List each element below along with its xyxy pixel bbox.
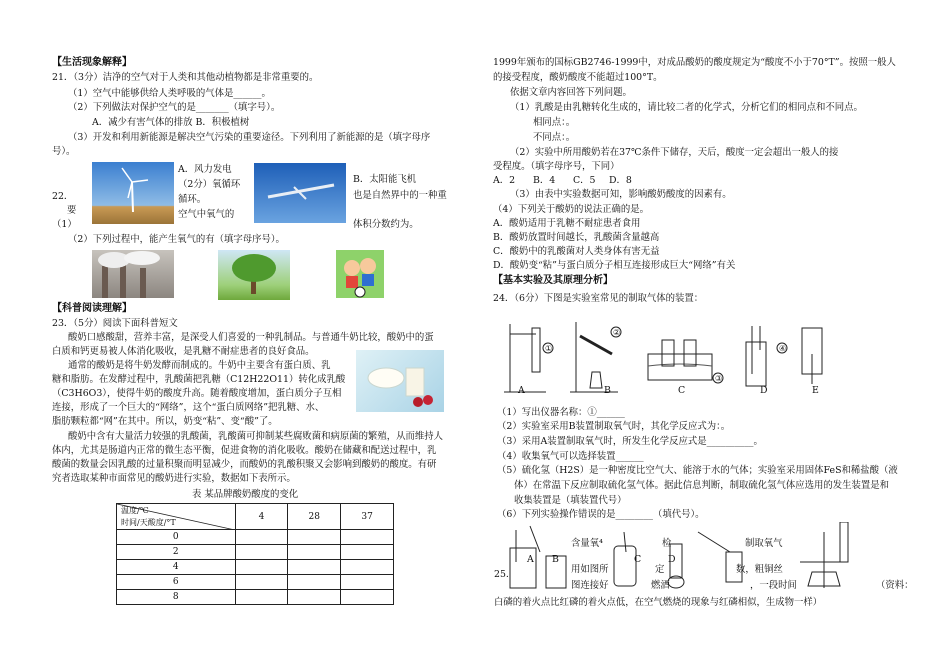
q23-sub2-optD: D．8 xyxy=(609,175,632,186)
q22-number: 22． xyxy=(52,191,74,202)
table-cell xyxy=(288,575,341,590)
q23-para1-line2: 白质和钙更易被人体消化吸收，是乳糖不耐症患者的良好食品。 xyxy=(52,346,315,357)
q24-sub3: （3）采用A装置制取氧气时，所发生化学反应式是__________。 xyxy=(497,436,763,447)
q25-fragment-oxygen: 含量氧⁴ xyxy=(571,538,603,549)
q22-optA-line1: A．风力发电 xyxy=(178,164,232,175)
q23-sub3: （3）由表中实验数据可知，影响酸奶酸度的因素有。 xyxy=(510,189,732,200)
q24-sub5-line3: 收集装置是（填装置代号） xyxy=(514,495,627,506)
q23-para3-line1: 酸奶中含有大量活力较强的乳酸菌，乳酸菌可抑制某些腐败菌和病原菌的繁殖，从而维持人 xyxy=(68,431,444,442)
q22-optB-line2: 也是自然界中的一种重 xyxy=(353,190,447,201)
q23-sub1-same: 相同点：。 xyxy=(533,117,576,128)
q23-sub2-optC: C．5 xyxy=(573,175,596,186)
q24-sub6: （6）下列实验操作错误的是________（填代号）。 xyxy=(497,509,705,520)
q23-stem: 23．（5分）阅读下面科普短文 xyxy=(52,318,178,329)
table-header-temp: 37 xyxy=(341,504,394,530)
q22-optA-line3: 循环。 xyxy=(178,194,207,205)
acidity-table xyxy=(116,503,394,605)
table-corner-bottom: 时间/天酸度/°T xyxy=(121,518,176,527)
q23-sub2-line1: （2）实验中所用酸奶若在37℃条件下储存，天后，酸度一定会超出一般人的接 xyxy=(510,147,839,158)
q23-para2-line2: 糖和脂肪。在发酵过程中，乳酸菌把乳糖（C12H22O11）转化成乳酸 xyxy=(52,374,346,385)
table-corner-top: 温度/℃ xyxy=(121,506,149,515)
table-cell xyxy=(288,560,341,575)
table-row-day: 4 xyxy=(117,560,236,575)
q23-sub2-optB: B．4 xyxy=(533,175,556,186)
table-cell xyxy=(288,530,341,545)
table-cell xyxy=(235,545,288,560)
tree-image xyxy=(218,250,290,300)
intro-line2: 的接受程度，酸奶酸度不能超过100°T。 xyxy=(493,72,663,83)
q21-part3: （3）开发和利用新能源是解决空气污染的重要途径。下列利用了新能源的是（填字母序 xyxy=(68,132,431,143)
table-row-day: 0 xyxy=(117,530,236,545)
apparatus-label-B: B xyxy=(604,385,611,396)
table-cell xyxy=(341,530,394,545)
q21-part3-cont: 号）。 xyxy=(52,146,76,157)
table-cell xyxy=(341,590,394,605)
q22-yao: 要 xyxy=(67,205,77,216)
q23-sub2-optA: A．2 xyxy=(493,175,516,186)
table-cell xyxy=(235,590,288,605)
q23-para2-line1: 通常的酸奶是将牛奶发酵而制成的。牛奶中主要含有蛋白质、乳 xyxy=(68,360,331,371)
apparatus-label-C: C xyxy=(678,385,686,396)
q23-sub1-diff: 不同点：。 xyxy=(533,132,576,143)
q24-sub5-line2: 体）在常温下反应制取硫化氢气体。据此信息判断，制取硫化氢气体应选用的发生装置是和 xyxy=(514,480,890,491)
q23-para3-line4: 究者选取某种市面常见的酸奶进行实验，数据如下表所示。 xyxy=(52,473,296,484)
q22-optA-line2: （2分）氧循环 xyxy=(178,179,241,190)
q23-sub4-optD: D．酸奶变“粘”与蛋白质分子相互连接形成巨大“网络”有关 xyxy=(493,260,736,271)
table-cell xyxy=(235,560,288,575)
section-title-life: 【生活现象解释】 xyxy=(52,57,132,68)
apparatus-mark-4: ④ xyxy=(779,344,787,353)
section-title-experiment: 【基本实验及其原理分析】 xyxy=(493,275,613,286)
q23-sub2-line2: 受程度。（填字母序号，下同） xyxy=(493,161,620,172)
table-cell xyxy=(288,545,341,560)
q24-sub1: （1）写出仪器名称：①______ xyxy=(497,407,625,418)
q22-optA-line4: 空气中氧气的 xyxy=(178,209,235,220)
table-row-day: 8 xyxy=(117,590,236,605)
q21-part2: （2）下列做法对保护空气的是_______（填字号）。 xyxy=(68,102,281,113)
wind-turbine-image xyxy=(92,162,174,224)
q23-sub1: （1）乳酸是由乳糖转化生成的，请比较二者的化学式，分析它们的相同点和不同点。 xyxy=(510,102,863,113)
q23-sub4: （4）下列关于酸奶的说法正确的是。 xyxy=(493,204,649,215)
q25-fragment-make-oxygen: 制取氧气 xyxy=(745,538,783,549)
q25-number: 25. xyxy=(494,569,509,580)
q21-stem: 21．（3分）洁净的空气对于人类和其他动植物都是非常重要的。 xyxy=(52,72,319,83)
q25-label-A: A xyxy=(527,554,534,565)
operation-diagram xyxy=(494,522,874,592)
q24-sub4: （4）收集氧气可以选择装置______ xyxy=(497,451,644,462)
q24-sub2: （2）实验室采用B装置制取氧气时，其化学反应式为：。 xyxy=(497,421,731,432)
apparatus-mark-3: ③ xyxy=(715,374,723,383)
apparatus-label-E: E xyxy=(812,385,819,396)
intro-line3: 依据文章内容回答下列问题。 xyxy=(510,87,632,98)
apparatus-mark-2: ② xyxy=(613,328,621,337)
q25-fragment-time: ，一段时间 xyxy=(750,580,797,591)
q22-part2: （2）下列过程中，能产生氧气的有（填字母序号）。 xyxy=(68,234,285,245)
q23-para3-line2: 体内，尤其是肠道内正常的微生态平衡，促进食物的消化吸收。酸奶在储藏和配送过程中，乳 xyxy=(52,445,437,456)
table-cell xyxy=(341,575,394,590)
q22-optB-line1: B．太阳能飞机 xyxy=(353,174,417,185)
apparatus-diagram xyxy=(496,314,856,400)
q23-sub4-optC: C．酸奶中的乳酸菌对人类身体有害无益 xyxy=(493,246,660,257)
q23-sub4-optB: B．酸奶放置时间越长，乳酸菌含量越高 xyxy=(493,232,660,243)
table-row-day: 2 xyxy=(117,545,236,560)
q24-sub5-line1: （5）硫化氢（H2S）是一种密度比空气大、能溶于水的气体；实验室采用固体FeS和稀盐酸（液 xyxy=(497,465,898,476)
q23-sub4-optA: A．酸奶适用于乳糖不耐症患者食用 xyxy=(493,218,641,229)
solar-plane-image xyxy=(254,163,346,223)
apparatus-mark-1: ① xyxy=(545,344,553,353)
q23-para2-line3: （C3H6O3），使得牛奶的酸度升高。随着酸度增加，蛋白质分子互相 xyxy=(52,388,342,399)
q25-fragment-copper: 数，粗铜丝 xyxy=(736,564,783,575)
q22-part1: （1） xyxy=(52,219,77,230)
q25-fragment-note: （资料： xyxy=(876,580,914,591)
factory-image xyxy=(92,250,174,298)
q23-para2-line4: 连接，形成了一个巨大的“网络”，这个“蛋白质网络”把乳糖、水、 xyxy=(52,402,325,413)
yogurt-image xyxy=(356,350,444,412)
q25-last-line: 白磷的着火点比红磷的着火点低，在空气燃烧的现象与红磷相似，生成物一样） xyxy=(494,597,823,608)
intro-line1: 1999年颁布的国标GB2746-1999中，对成品酸奶的酸度规定为“酸度不小于70°T”。按照一般人 xyxy=(493,57,896,68)
q22-optB-line3: 体积分数约为。 xyxy=(353,219,419,230)
table-cell xyxy=(341,545,394,560)
q23-para3-line3: 酸菌的数量会因乳酸的过量积聚而明显减少，而酸奶的乳酸积聚又会影响到酸奶的酸度。有研 xyxy=(52,459,437,470)
section-title-reading: 【科普阅读理解】 xyxy=(52,303,132,314)
q25-label-C: C xyxy=(634,554,642,565)
table-header-temp: 28 xyxy=(288,504,341,530)
table-corner-cell xyxy=(117,504,236,530)
q25-fragment-ding: 定 xyxy=(655,564,665,575)
table-title: 表 某品牌酸奶酸度的变化 xyxy=(192,489,299,500)
table-cell xyxy=(288,590,341,605)
table-cell xyxy=(341,560,394,575)
q25-label-B: B xyxy=(552,554,559,565)
q24-stem: 24．（6分）下图是实验室常见的制取气体的装置： xyxy=(493,293,704,304)
q23-para2-line5: 脂肪颗粒都“网”在其中。所以，奶变“粘”、变“酸”了。 xyxy=(52,416,278,427)
table-cell xyxy=(235,575,288,590)
q21-part2-options: A．减少有害气体的排放 B．积极植树 xyxy=(92,117,250,128)
q25-fragment-figure: 用如图所 xyxy=(571,564,609,575)
q25-fragment-light: 燃酒 xyxy=(651,580,670,591)
apparatus-label-A: A xyxy=(518,385,525,396)
q25-fragment-check: 检 xyxy=(662,538,672,549)
apparatus-label-D: D xyxy=(760,385,768,396)
children-cartoon-image xyxy=(336,250,384,298)
table-header-temp: 4 xyxy=(235,504,288,530)
q23-para1-line1: 酸奶口感酸甜，营养丰富，是深受人们喜爱的一种乳制品。与普通牛奶比较，酸奶中的蛋 xyxy=(68,332,434,343)
q21-part1: （1）空气中能够供给人类呼吸的气体是______。 xyxy=(68,88,271,99)
table-row-day: 6 xyxy=(117,575,236,590)
q25-fragment-connect: 图连接好 xyxy=(571,580,609,591)
table-cell xyxy=(235,530,288,545)
q25-label-D: D xyxy=(668,554,676,565)
